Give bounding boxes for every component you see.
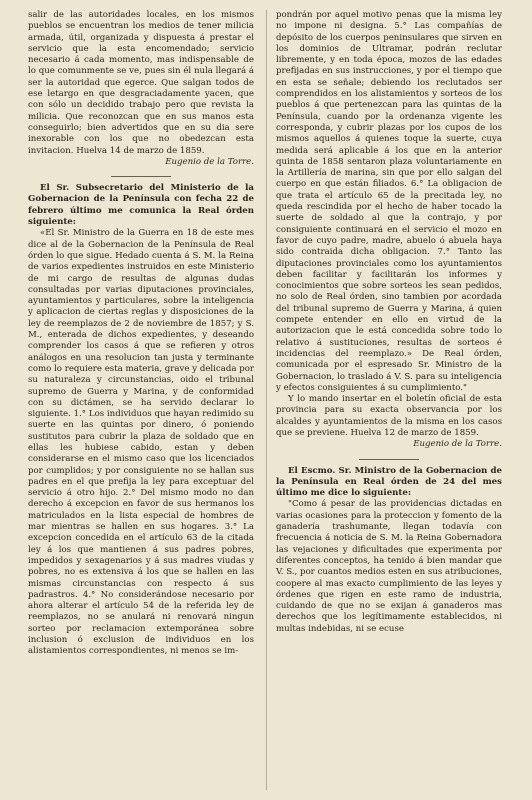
section-rule bbox=[359, 459, 419, 460]
right-signature-1 bbox=[276, 439, 502, 450]
right-paragraph-4: "Como á pesar de las providencias dictadas en varias ocasiones para la proteccion y fomento de la ganadería trashumante, llegan todavía con frecuencia á noticia de S. M. la Reina Gobernadora las vejaciones y dificultades que experimenta por diferentes conceptos, ha tenido á bien mandar que V. S., por cuantos medios esten en sus atribuciones, coopere al mas exacto cumplimiento de las leyes y órdenes que rigen en este ramo de industria, cuidando de que no se exijan á ganaderos mas derechos que los legítimamente establecidos, ni multas indebidas, ni se ecuse bbox=[276, 499, 502, 634]
right-paragraph-3: El Escmo. Sr. Ministro de la Gobernacion de la Península en Real órden de 24 del mes último me dice lo siguiente: bbox=[276, 465, 502, 499]
right-paragraph-2: Y lo mando insertar en el boletín oficial de esta provincia para su exacta observancia por los alcaldes y ayuntamientos de la misma en los casos que se previene. Huelva 12 de marzo de 1859. bbox=[276, 394, 502, 438]
left-column bbox=[28, 10, 254, 658]
section-rule bbox=[111, 176, 171, 177]
left-signature-1 bbox=[28, 157, 254, 168]
left-signature-text: Eugenio de la Torre. bbox=[165, 156, 254, 167]
left-paragraph-1: salir de las autoridades locales, en los mismos pueblos se encuentran los medios de tener milicia armada, útil, organizada y dispuesta á prestar el servicio que la esta encomendado; servicio necesario á cada momento, mas indispensable de lo que comunmente se ve, pues sin él nula llegará á ser la autoridad que egerce. Que salgan todos de ese letargo en que desgraciadamente yacen, que con sólo un decidido trabajo pero que revista la milicia. Que reconozcan que en sus manos esta conseguirlo; bien advertidos que en su dia sere inexorable con los que no obedezcan esta invitacion. Huelva 14 de marzo de 1859. bbox=[28, 10, 254, 156]
right-signature-text: Eugenio de la Torre. bbox=[413, 439, 502, 450]
right-paragraph-1: pondrán por aquel motivo penas que la misma ley no impone ni designa. 5.° Las compañías de depósito de los cuerpos peninsulares que sirven en los dominios de Ultramar, podrán reclutar libremente, y en toda época, mozos de las edades prefijadas en sus instrucciones, y por el tiempo que en esta se señale; debiendo los reclutados ser comprendidos en los alistamientos y sorteos de los pueblos á que pertenezcan para las quintas de la Península, cuando por la ordenanza vigente les corresponda, y cubrir plazas por los cupos de los mismos aquellos á quienes toque la suerte, cuya medida será aplicable á los que en la anterior quinta de 1858 sentaron plaza voluntariamente en la Artillería de marina, sin que por ello salgan del cuerpo en que están filiados. 6.° La obligacion de que trata el artículo 65 de la precitada ley, no queda rescindida por el hecho de haber tocado la suerte de soldado al que la contrajo, y por consiguiente continuará en el servicio el mozo en favor de cuyo padre, madre, abuelo ó abuela haya sido contraida dicha obligacion. 7.° Tanto las diputaciones provinciales como los ayuntamientos deben facilitar y facilitarán los informes y conocimientos que sobre sorteos les sean pedidos, no solo de Real órden, sino tambien por acordada del tribunal supremo de Guerra y Marina, á quien compete entender en ello en virtud de la autorizacion que le está concedida sobre todo lo relativo á sustituciones, resultas de sorteos é incidencias del reemplazo.» De Real órden, comunicada por el espresado Sr. Ministro de la Gobernacion, lo traslado á V. S. para su inteligencia y efectos consiguientes á su cumplimiento." bbox=[276, 10, 502, 393]
left-paragraph-3: «El Sr. Ministro de la Guerra en 18 de este mes dice al de la Gobernacion de la Península de Real órden lo que sigue. Hedado cuenta á S. M. la Reina de varios expedientes instruidos en este Ministerio de mi cargo de resultas de algunas dudas consultadas por varias diputaciones provinciales, ayuntamientos y particulares, sobre la inteligencia y aplicacion de ciertas reglas y disposiciones de la ley de reemplazos de 2 de noviembre de 1857; y S. M., enterada de dichos expedientes, y deseando comprender los casos á que se refieren y otros análogos en una resolucion tan justa y terminante como lo requiere esta materia, grave y delicada por su naturaleza y circunstancias, oido el tribunal supremo de Guerra y Marina, y de conformidad con su dictámen, se ha servido declarar lo siguiente. 1.° Los individuos que hayan redimido su suerte en las quintas por dinero, ó poniendo sustitutos para cubrir la plaza de soldado que en ellas les hubiese cabido, estan y deben considerarse en el mismo caso que los licenciados por cumplidos; y por consiguiente no se hallan sus padres en el que prefija la ley para exceptuar del servicio á otro hijo. 2.° Del mismo modo no dan derecho á excepcion en favor de sus hermanos los matriculados en la lista especial de hombres de mar mientras se hallen en sus hogares. 3.° La excepcion concedida en el artículo 63 de la citada ley á los que mantienen á sus padres pobres, impedidos y sexagenarios y á sus madres viudas y pobres, no es extensiva á los que se hallen en las mismas circunstancias con respecto á sus padrastros. 4.° No considerándose necesario por ahora alterar el artículo 54 de la referida ley de reemplazos, no se anulará ni renovará ningun sorteo por reclamacion extemporánea sobre inclusion ó exclusion de individuos en los alistamientos correspondientes, ni menos se im- bbox=[28, 228, 254, 657]
right-column bbox=[276, 10, 502, 635]
left-paragraph-2: El Sr. Subsecretario del Ministerio de la Gobernacion de la Península con fecha 22 de febrero último me comunica la Real órden siguiente: bbox=[28, 183, 254, 228]
column-divider bbox=[266, 10, 267, 790]
